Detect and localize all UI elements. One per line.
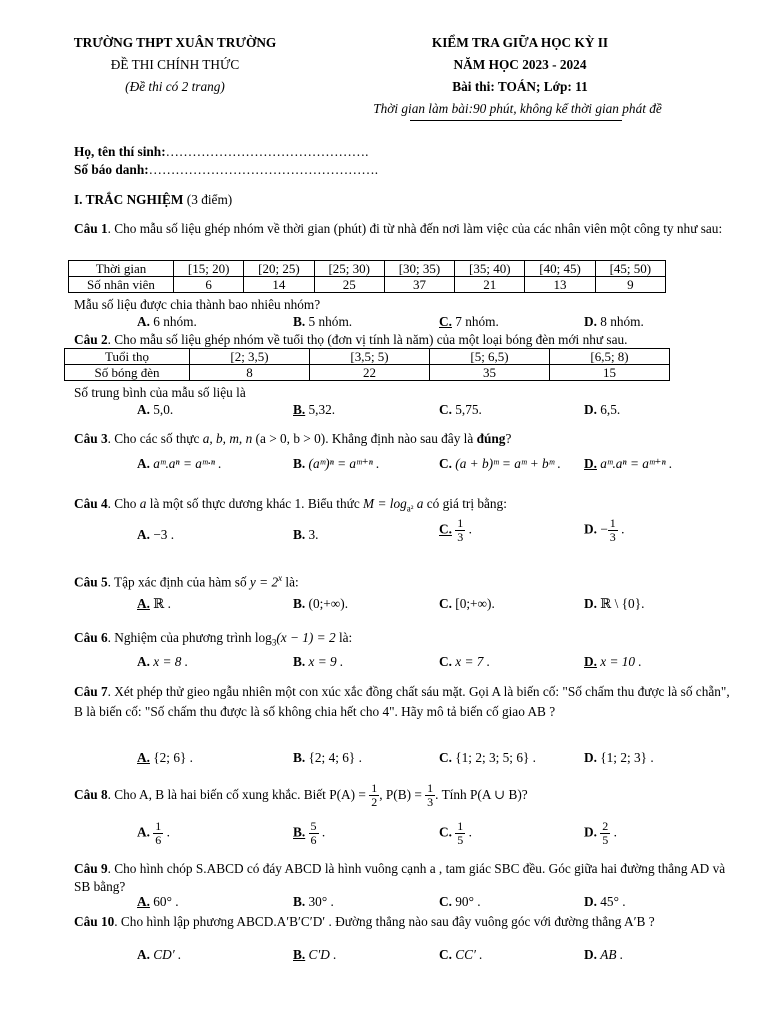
q9-option-c: C. 90° . [439, 894, 481, 909]
q5-option-b: B. (0;+∞). [293, 596, 349, 611]
question-6: Câu 6. Nghiệm của phương trình $\log_3(x - 1) = 2$ là: [74, 630, 353, 648]
table-row: Số nhân viên 6 14 25 37 21 13 9 [69, 277, 666, 293]
q7-option-b: B. {2; 4; 6} . [293, 750, 362, 765]
question-4: Câu 4. Cho a là một số thực dương khác 1. Biểu thức $M = \log_{a^2} a$ có giá trị bằng: [74, 496, 507, 514]
section-title: I. TRẮC NGHIỆM (3 điểm) [74, 192, 233, 207]
q8-option-b: B. $\frac{5}{6}$ . [293, 819, 326, 847]
official-label: ĐỀ THI CHÍNH THỨC [110, 57, 240, 72]
q1-option-c: C. 7 nhóm. [439, 314, 499, 329]
q2-option-b: B. 5,32. [293, 402, 336, 417]
q2-prompt: Số trung bình của mẫu số liệu là [74, 385, 246, 400]
q4-option-a: A. −3 . [137, 527, 175, 542]
table-row: Tuổi thọ [2; 3,5) [3,5; 5) [5; 6,5) [6,5; 8) [65, 349, 670, 365]
q6-option-d: D. x = 10 . [584, 654, 642, 669]
q4-option-d: D. − $\frac{1}{3}$ . [584, 516, 625, 544]
table-q2 [64, 348, 670, 381]
fraction: $\frac{1}{3}$ [457, 516, 464, 544]
candidate-id-line: Số báo danh:……………………………………………. [74, 162, 379, 177]
fraction: $\frac{1}{3}$ [609, 516, 616, 544]
fraction: $\frac{5}{6}$ [310, 819, 317, 847]
q6-option-b: B. x = 9 . [293, 654, 344, 669]
fraction: $\frac{2}{5}$ [602, 819, 609, 847]
question-2: Câu 2. Cho mẫu số liệu ghép nhóm về tuổi thọ (đơn vị tính là năm) của một loại bóng đèn mới như sau. [74, 332, 628, 347]
exam-title: KIỂM TRA GIỮA HỌC KỲ II [431, 35, 609, 50]
fraction: $\frac{1}{2}$ [371, 781, 378, 810]
q10-option-a: A. CD′ . [137, 947, 182, 962]
question-5: Câu 5. Tập xác định của hàm số $y = 2^x$ là: [74, 573, 299, 590]
q7-option-a: A. {2; 6} . [137, 750, 193, 765]
q9-option-b: B. 30° . [293, 894, 334, 909]
q3-option-a: A. aᵐ.aⁿ = aᵐ·ⁿ . [137, 456, 222, 471]
q8-option-a: A. $\frac{1}{6}$ . [137, 819, 170, 847]
q1-option-d: D. 8 nhóm. [584, 314, 644, 329]
fraction: $\frac{1}{5}$ [457, 819, 464, 847]
q3-option-d: D. aᵐ.aⁿ = aᵐ⁺ⁿ . [584, 456, 673, 471]
header-rule [410, 120, 622, 121]
q2-option-a: A. 5,0. [137, 402, 174, 417]
q1-option-a: A. 6 nhóm. [137, 314, 197, 329]
q4-option-b: B. 3. [293, 527, 319, 542]
table-q1 [68, 260, 666, 293]
q3-option-c: C. (a + b)ᵐ = aᵐ + bᵐ . [439, 456, 561, 471]
school-name: TRƯỜNG THPT XUÂN TRƯỜNG [73, 35, 277, 50]
q2-option-c: C. 5,75. [439, 402, 482, 417]
question-10: Câu 10. Cho hình lập phương ABCD.A′B′C′D′ . Đường thẳng nào sau đây vuông góc với đường thẳng A′B ? [74, 914, 655, 929]
q6-option-a: A. x = 8 . [137, 654, 189, 669]
q5-option-c: C. [0;+∞). [439, 596, 495, 611]
q1-option-b: B. 5 nhóm. [293, 314, 353, 329]
q1-prompt: Mẫu số liệu được chia thành bao nhiêu nhóm? [74, 297, 321, 312]
q9-option-d: D. 45° . [584, 894, 626, 909]
question-7: Câu 7. Xét phép thử gieo ngẫu nhiên một con xúc xắc đồng chất sáu mặt. Gọi A là biến cố: "Số chấm thu được là số chẵn", B là biến cố: "Số chấm thu được là số không chia hết cho 4". Hãy mô tả biến cố giao AB ? [74, 684, 730, 719]
q8-option-c: C. $\frac{1}{5}$ . [439, 819, 472, 847]
time-line: Thời gian làm bài:90 phút, không kể thời gian phát đề [373, 101, 662, 116]
q2-option-d: D. 6,5. [584, 402, 621, 417]
page-count: (Đề thi có 2 trang) [125, 79, 225, 94]
q3-option-b: B. (aᵐ)ⁿ = aᵐ⁺ⁿ . [293, 456, 380, 471]
question-8: Câu 8. Cho A, B là hai biến cố xung khắc. Biết P(A) = $\frac{1}{2}$ , P(B) = $\frac{1}{3}$ . Tính P(A ∪ B)? [74, 781, 528, 810]
fraction: $\frac{1}{3}$ [427, 781, 434, 810]
q10-option-d: D. AB . [584, 947, 624, 962]
subject-line: Bài thi: TOÁN; Lớp: 11 [452, 79, 588, 94]
q4-option-c: C. $\frac{1}{3}$ . [439, 516, 472, 544]
q8-option-d: D. $\frac{2}{5}$ . [584, 819, 617, 847]
table-row: Số bóng đèn 8 22 35 15 [65, 365, 670, 381]
question-3: Câu 3. Cho các số thực a, b, m, n (a > 0, b > 0). Khẳng định nào sau đây là đúng? [74, 431, 512, 446]
q5-option-d: D. ℝ \ {0}. [584, 596, 645, 611]
q10-option-b: B. C′D . [293, 947, 337, 962]
school-year: NĂM HỌC 2023 - 2024 [453, 57, 587, 72]
q7-option-c: C. {1; 2; 3; 5; 6} . [439, 750, 536, 765]
fraction: $\frac{1}{6}$ [155, 819, 162, 847]
q6-option-c: C. x = 7 . [439, 654, 491, 669]
table-row: Thời gian [15; 20) [20; 25) [25; 30) [30; 35) [35; 40) [40; 45) [45; 50) [69, 261, 666, 277]
question-1: Câu 1. Cho mẫu số liệu ghép nhóm về thời gian (phút) đi từ nhà đến nơi làm việc của các nhân viên một công ty như sau: [74, 221, 723, 236]
q10-option-c: C. CC′ . [439, 947, 483, 962]
q5-option-a: A. ℝ . [137, 596, 171, 611]
candidate-name-line: Họ, tên thí sinh:………………………………………. [74, 144, 369, 159]
q9-option-a: A. 60° . [137, 894, 179, 909]
q7-option-d: D. {1; 2; 3} . [584, 750, 654, 765]
question-9: Câu 9. Cho hình chóp S.ABCD có đáy ABCD là hình vuông cạnh a , tam giác SBC đều. Góc giữa hai đường thẳng AD và SB bằng? [74, 861, 726, 894]
